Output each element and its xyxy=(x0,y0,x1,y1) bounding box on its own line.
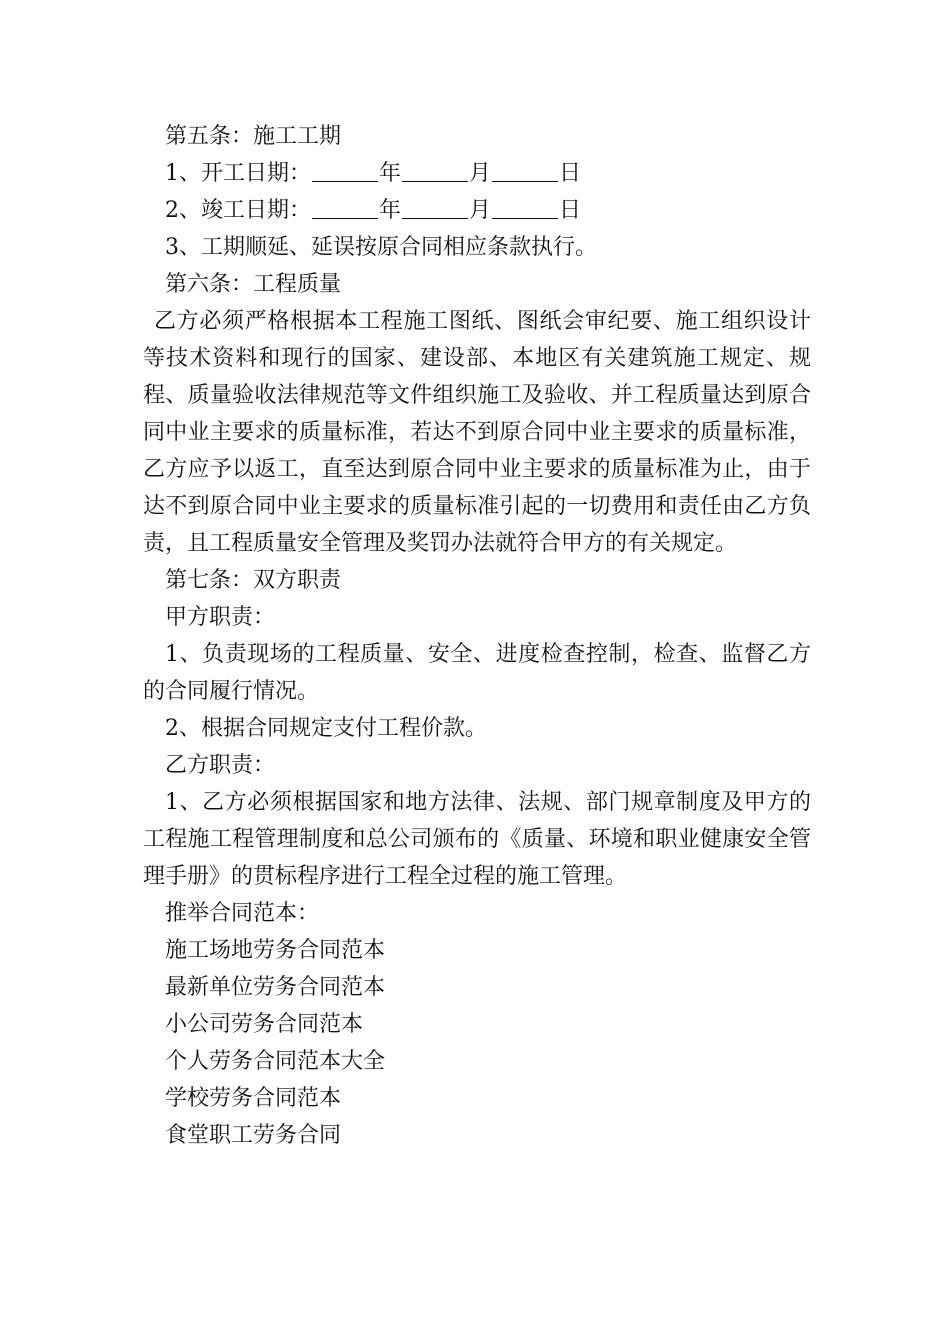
finish-year-blank xyxy=(312,196,378,219)
party-b-heading: 乙方职责： xyxy=(165,753,276,778)
article6-body: 乙方必须严格根据本工程施工图纸、图纸会审纪要、施工组织设计等技术资料和现行的国家、建设部、本地区有关建筑施工规定、规程、质量验收法律规范等文件组织施工及验收、并工程质量达到原合同中业主要求的质量标准，若达不到原合同中业主要求的质量标准，乙方应予以返工，直至达到原合同中业主要求的质量标准为止，由于达不到原合同中业主要求的质量标准引起的一切费用和责任由乙方负责，且工程质量安全管理及奖罚办法就符合甲方的有关规定。 xyxy=(143,309,811,556)
document-content xyxy=(143,118,811,1154)
party-a-heading: 甲方职责： xyxy=(165,605,276,630)
finish-day-blank xyxy=(492,196,558,219)
recommend-item: 学校劳务合同范本 xyxy=(165,1086,342,1111)
finish-date-label: 2、竣工日期： xyxy=(165,198,311,223)
recommend-item: 施工场地劳务合同范本 xyxy=(165,938,386,963)
start-date-line xyxy=(143,155,811,192)
recommend-item: 食堂职工劳务合同 xyxy=(165,1123,342,1148)
finish-year-unit: 年 xyxy=(379,198,402,223)
finish-date-line xyxy=(143,192,811,229)
start-day-blank xyxy=(492,159,558,182)
start-month-blank xyxy=(402,159,468,182)
finish-month-unit: 月 xyxy=(469,198,492,223)
party-a-item1: 1、负责现场的工程质量、安全、进度检查控制，检查、监督乙方的合同履行情况。 xyxy=(143,642,811,704)
recommend-item: 个人劳务合同范本大全 xyxy=(165,1049,386,1074)
article5-heading: 第五条：施工工期 xyxy=(165,124,342,149)
start-date-label: 1、开工日期： xyxy=(165,161,311,186)
start-year-unit: 年 xyxy=(379,161,402,186)
start-month-unit: 月 xyxy=(469,161,492,186)
article7-heading: 第七条：双方职责 xyxy=(165,568,342,593)
recommend-item: 小公司劳务合同范本 xyxy=(165,1012,364,1037)
finish-day-unit: 日 xyxy=(559,198,582,223)
start-day-unit: 日 xyxy=(559,161,582,186)
party-a-item2: 2、根据合同规定支付工程价款。 xyxy=(165,716,487,741)
article5-item3: 3、工期顺延、延误按原合同相应条款执行。 xyxy=(165,235,597,260)
recommend-item: 最新单位劳务合同范本 xyxy=(165,975,386,1000)
finish-month-blank xyxy=(402,196,468,219)
start-year-blank xyxy=(312,159,378,182)
party-b-item1: 1、乙方必须根据国家和地方法律、法规、部门规章制度及甲方的工程施工程管理制度和总公司颁布的《质量、环境和职业健康安全管理手册》的贯标程序进行工程全过程的施工管理。 xyxy=(143,790,811,889)
article6-heading: 第六条：工程质量 xyxy=(165,272,342,297)
recommend-heading: 推举合同范本： xyxy=(165,901,320,926)
